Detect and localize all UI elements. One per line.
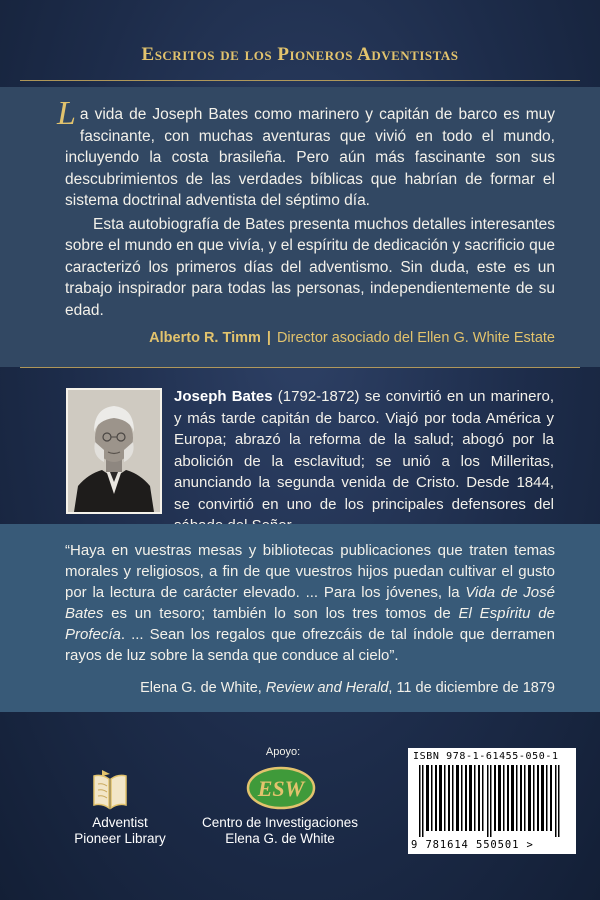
- quote-title-espiritu: El Espíritu de Profecía: [65, 605, 555, 643]
- endorsement-separator: |: [266, 330, 271, 346]
- isbn-label: ISBN 978-1-61455-050-1: [413, 751, 559, 762]
- quote-source: Elena G. de White, Review and Herald, 11 de diciembre de 1879: [140, 680, 555, 696]
- support-label: Apoyo:: [265, 746, 301, 758]
- author-name: Joseph Bates: [174, 388, 273, 405]
- egw-quote: “Haya en vuestras mesas y bibliotecas publicaciones que traten temas morales y religiosos, a fin de que vuestros hijos puedan cultivar el gusto por la lectura de carácter elevado. ... Para los jóvenes, la Vida de José Bates es un tesoro; también lo son los tres tomos de El Espíritu de Profecía. ... Sean los regalos que ofrezcáis de tal índole que derramen rayos de luz sobre la senda que conduce al cielo”.: [65, 542, 555, 664]
- isbn-barcode: [408, 748, 576, 854]
- book-icon: [92, 770, 128, 815]
- quote-title-vida: Vida de José Bates: [65, 584, 555, 622]
- barcode-bars: [413, 765, 571, 837]
- endorser-name: Alberto R. Timm: [149, 330, 261, 346]
- author-bio: Joseph Bates (1792-1872) se convirtió en un marinero, y más tarde capitán de barco. Viajó por toda América y Europa; abrazó la reforma de la salud; abogó por la abolición de la esclavitud; se unió a los Milleritas, anunciando la segunda venida de Cristo. Desde 1844, se convirtió en uno de los principales defensores del: [174, 388, 554, 513]
- apl-logo-text: Adventist Pioneer Library: [74, 815, 166, 846]
- author-portrait: [66, 388, 162, 514]
- esw-logo-text: ESW: [257, 776, 305, 801]
- top-divider: [20, 80, 580, 81]
- esw-center-name: Centro de Investigaciones Elena G. de White: [201, 815, 359, 846]
- portrait-illustration: [68, 390, 160, 512]
- barcode-digits: 9 781614 550501 >: [411, 839, 534, 851]
- endorsement: [65, 330, 555, 346]
- endorser-title: Director asociado del Ellen G. White Estate: [276, 330, 555, 346]
- intro-text: [57, 95, 555, 321]
- intro-paragraph-1: La vida de Joseph Bates como marinero y capitán de barco es muy fascinante, con muchas aventuras que vivió en todo el mundo, incluyendo la costa brasileña. Pero aún más fascinante son sus descubrimientos de las verdades bíblicas que habrían de formar el sistema doctrinal adventista del séptimo día.: [57, 95, 555, 209]
- esw-logo: [245, 765, 317, 816]
- intro-paragraph-2: Esta autobiografía de Bates presenta muchos detalles interesantes sobre el mundo en que vivía, y el espíritu de dedicación y sacrificio que caracterizó los primeros días del adventismo. Sin duda, este es un trabajo inspirador para todas las personas, independientemente de su edad.: [65, 215, 555, 319]
- intro-divider: [20, 367, 580, 368]
- drop-cap: L: [57, 95, 76, 132]
- series-title: Escritos de los Pioneros Adventistas: [141, 44, 459, 65]
